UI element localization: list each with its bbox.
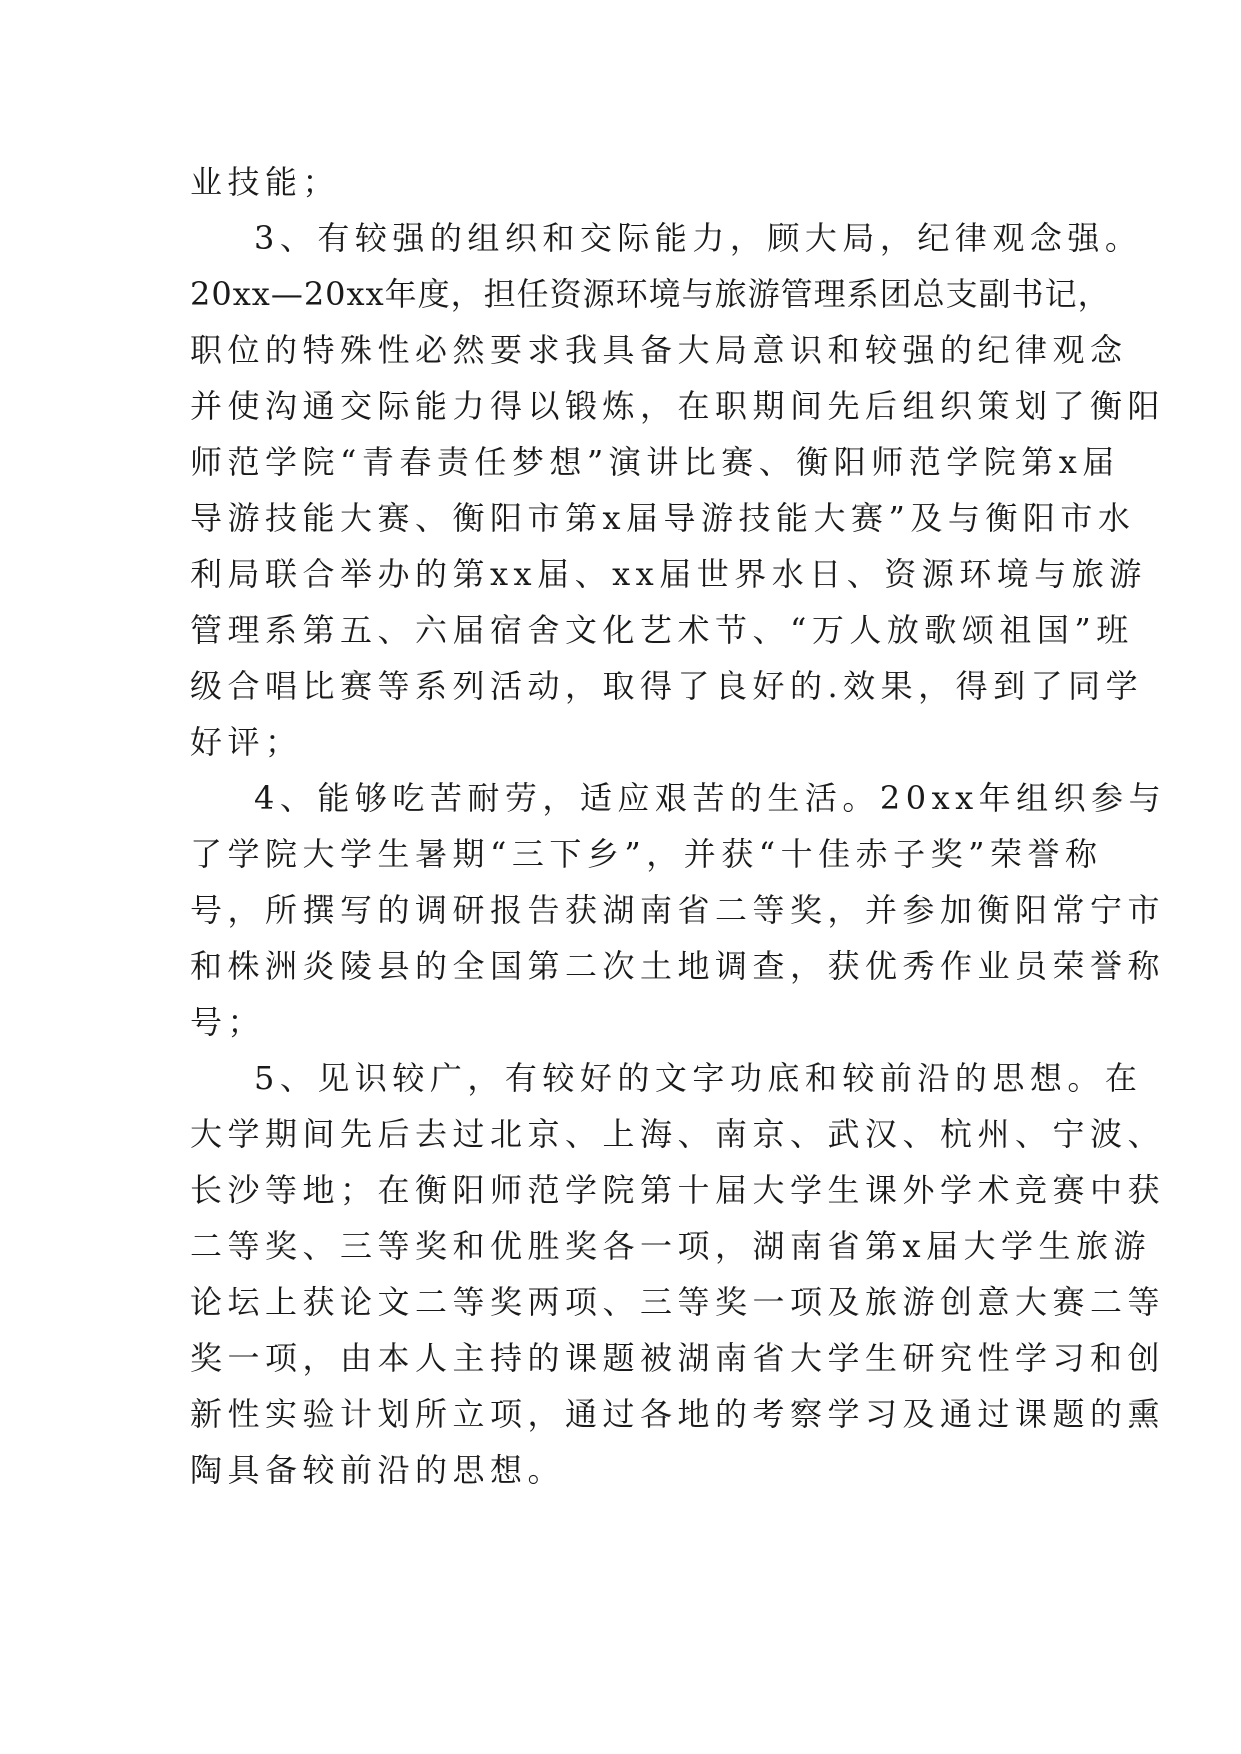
text-line: 大学期间先后去过北京、上海、南京、武汉、杭州、宁波、 <box>190 1115 1166 1153</box>
text-line: 并使沟通交际能力得以锻炼，在职期间先后组织策划了衡阳 <box>190 387 1166 425</box>
text-line: 20xx—20xx年度，担任资源环境与旅游管理系团总支副书记， <box>190 275 1111 313</box>
text-line: 职位的特殊性必然要求我具备大局意识和较强的纪律观念 <box>190 331 1128 369</box>
text-line: 师范学院“青春责任梦想”演讲比赛、衡阳师范学院第x届 <box>190 443 1120 481</box>
text-line: 陶具备较前沿的思想。 <box>190 1451 566 1489</box>
text-line: 导游技能大赛、衡阳市第x届导游技能大赛”及与衡阳市水 <box>190 499 1136 537</box>
text-line: 级合唱比赛等系列活动，取得了良好的.效果，得到了同学 <box>190 667 1144 705</box>
text-line: 管理系第五、六届宿舍文化艺术节、“万人放歌颂祖国”班 <box>190 611 1134 649</box>
body-text <box>190 154 1167 1498</box>
text-line: 和株洲炎陵县的全国第二次土地调查，获优秀作业员荣誉称 <box>190 947 1166 985</box>
paragraph-4-start: 4、能够吃苦耐劳，适应艰苦的生活。20xx年组织参与 <box>254 779 1167 817</box>
text-line: 了学院大学生暑期“三下乡”，并获“十佳赤子奖”荣誉称 <box>190 835 1103 873</box>
text-line: 奖一项，由本人主持的课题被湖南省大学生研究性学习和创 <box>190 1339 1166 1377</box>
text-line: 业技能； <box>190 163 341 201</box>
paragraph-3-start: 3、有较强的组织和交际能力，顾大局，纪律观念强。 <box>254 219 1143 257</box>
text-line: 论坛上获论文二等奖两项、三等奖一项及旅游创意大赛二等 <box>190 1283 1166 1321</box>
text-line: 利局联合举办的第xx届、xx届世界水日、资源环境与旅游 <box>190 555 1147 593</box>
text-line: 号，所撰写的调研报告获湖南省二等奖，并参加衡阳常宁市 <box>190 891 1166 929</box>
text-line: 长沙等地；在衡阳师范学院第十届大学生课外学术竞赛中获 <box>190 1171 1166 1209</box>
text-line: 二等奖、三等奖和优胜奖各一项，湖南省第x届大学生旅游 <box>190 1227 1152 1265</box>
text-line: 好评； <box>190 723 303 761</box>
text-line: 新性实验计划所立项，通过各地的考察学习及通过课题的熏 <box>190 1395 1166 1433</box>
paragraph-5-start: 5、见识较广，有较好的文字功底和较前沿的思想。在 <box>254 1059 1143 1097</box>
text-line: 号； <box>190 1003 266 1041</box>
